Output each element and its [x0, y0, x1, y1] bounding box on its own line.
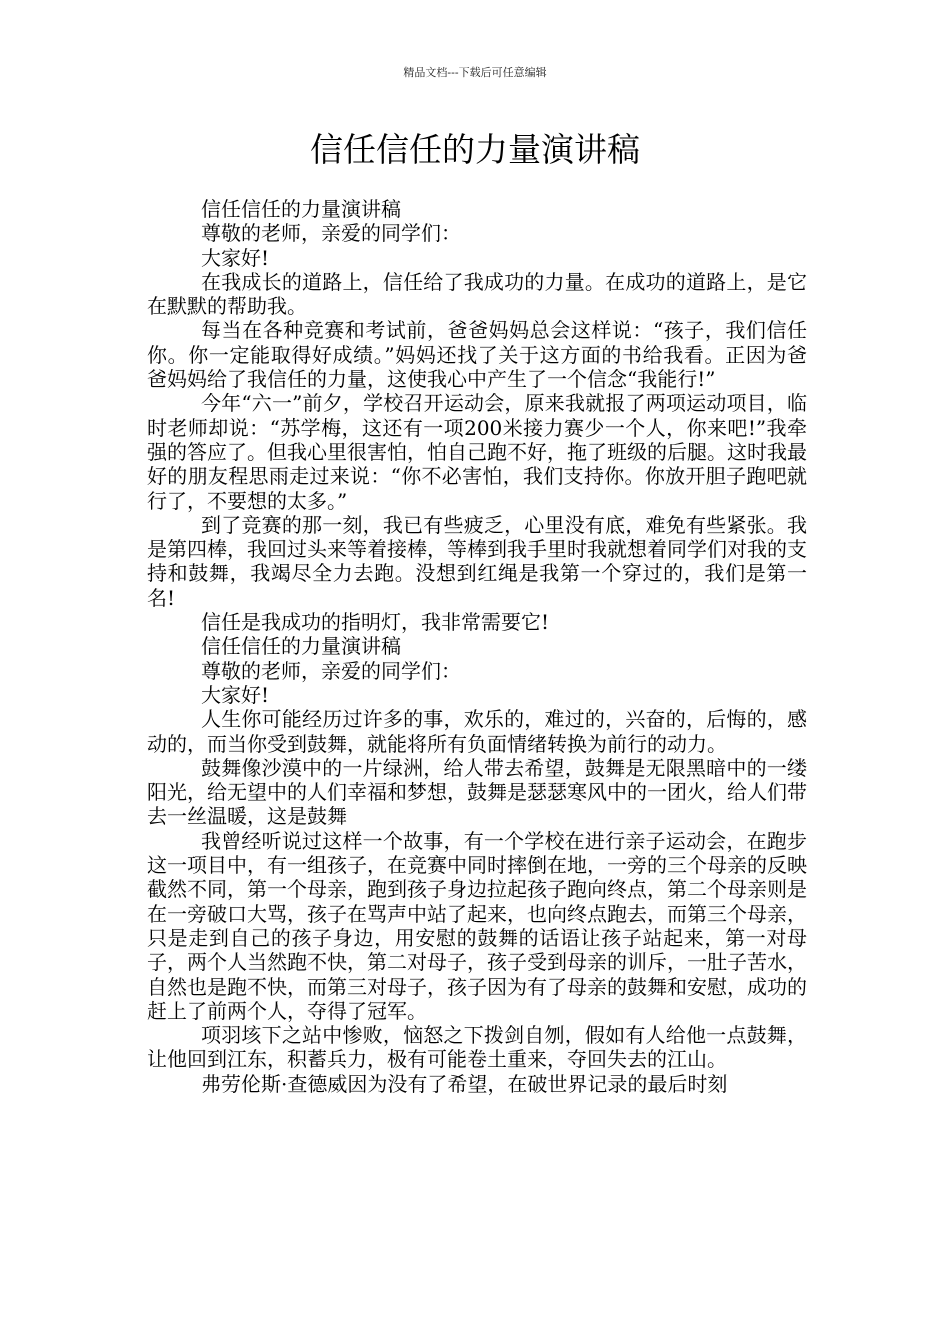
paragraph: 大家好! — [201, 245, 270, 270]
paragraph: 在我成长的道路上，信任给了我成功的力量。在成功的道路上，是它在默默的帮助我。 — [147, 269, 807, 319]
paragraph: 大家好! — [201, 682, 270, 707]
paragraph: 鼓舞像沙漠中的一片绿洲，给人带去希望，鼓舞是无限黑暗中的一缕阳光，给无望中的人们幸福和梦想，鼓舞是瑟瑟寒风中的一团火，给人们带去一丝温暖，这是鼓舞 — [147, 755, 807, 829]
paragraph: 今年“六一”前夕，学校召开运动会，原来我就报了两项运动项目，临时老师却说：“苏学梅，这还有一项200米接力赛少一个人，你来吧!”我牵强的答应了。但我心里很害怕，怕自己跑不好，拖了班级的后腿。这时我最好的朋友程思雨走过来说：“你不必害怕，我们支持你。你放开胆子跑吧就行了，不要想的太多。” — [147, 391, 807, 513]
paragraph: 信任信任的力量演讲稿 — [201, 197, 401, 221]
paragraph: 尊敬的老师，亲爱的同学们： — [201, 221, 461, 246]
document-title: 信任信任的力量演讲稿 — [310, 130, 640, 169]
paragraph: 弗劳伦斯·查德威因为没有了希望，在破世界记录的最后时刻 — [201, 1071, 728, 1096]
paragraph: 项羽垓下之站中惨败，恼怒之下拨剑自刎，假如有人给他一点鼓舞，让他回到江东，积蓄兵力，极有可能卷土重来，夺回失去的江山。 — [147, 1023, 807, 1072]
document-body — [147, 197, 807, 1096]
paragraph: 尊敬的老师，亲爱的同学们： — [201, 658, 461, 683]
paragraph: 信任是我成功的指明灯，我非常需要它! — [201, 610, 550, 635]
paragraph: 每当在各种竞赛和考试前，爸爸妈妈总会这样说：“孩子，我们信任你。你一定能取得好成绩。”妈妈还找了关于这方面的书给我看。正因为爸爸妈妈给了我信任的力量，这使我心中产生了一个信念“我能行!” — [147, 318, 807, 392]
paragraph: 我曾经听说过这样一个故事，有一个学校在进行亲子运动会，在跑步这一项目中，有一组孩子，在竞赛中同时摔倒在地，一旁的三个母亲的反映截然不同，第一个母亲，跑到孩子身边拉起孩子跑向终点，第二个母亲则是在一旁破口大骂，孩子在骂声中站了起来，也向终点跑去，而第三个母亲，只是走到自己的孩子身边，用安慰的鼓舞的话语让孩子站起来，第一对母子，两个人当然跑不快，第二对母子，孩子受到母亲的训斥，一肚子苦水，自然也是跑不快，而第三对母子，孩子因为有了母亲的鼓舞和安慰，成功的赶上了前两个人，夺得了冠军。 — [147, 828, 807, 1023]
paragraph: 人生你可能经历过许多的事，欢乐的，难过的，兴奋的，后悔的，感动的，而当你受到鼓舞，就能将所有负面情绪转换为前行的动力。 — [147, 707, 807, 756]
paragraph: 信任信任的力量演讲稿 — [201, 634, 401, 659]
paragraph: 到了竞赛的那一刻，我已有些疲乏，心里没有底，难免有些紧张。我是第四棒，我回过头来等着接棒，等棒到我手里时我就想着同学们对我的支持和鼓舞，我竭尽全力去跑。没想到红绳是我第一个穿过的，我们是第一名! — [147, 512, 807, 610]
page-header: 精品文档---下载后可任意编辑 — [403, 66, 547, 79]
